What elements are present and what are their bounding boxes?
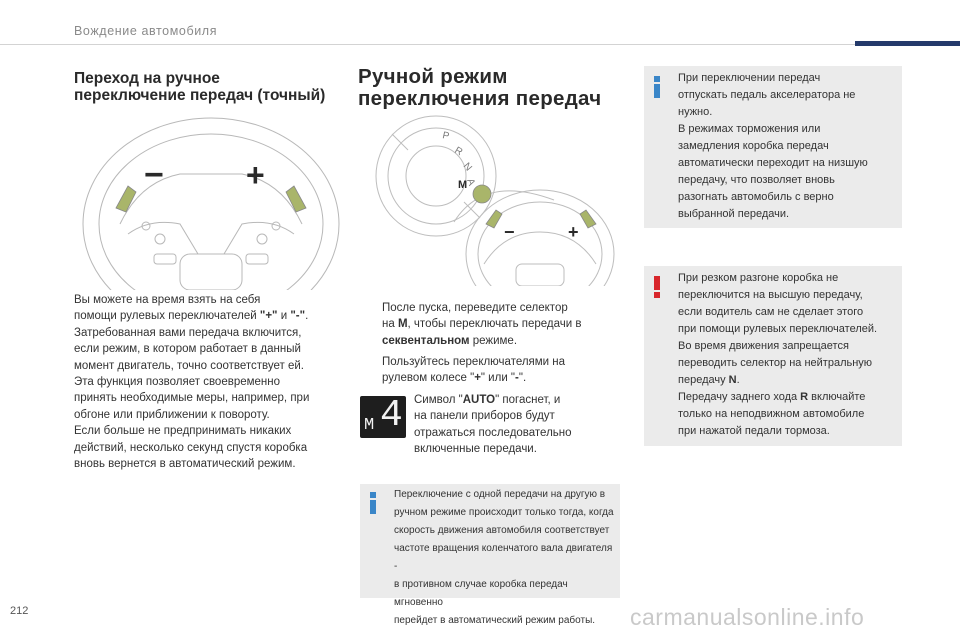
warn-line: передачу N.	[678, 374, 740, 386]
symbol-line: отражаться последовательно	[414, 426, 572, 439]
bullet-line: на M, чтобы переключать передачи в	[382, 318, 582, 331]
warn-line: при помощи рулевых переключателей.	[678, 323, 878, 335]
warning-icon	[654, 276, 660, 298]
paragraph-line: помощи рулевых переключателей "+" и "-".	[74, 310, 309, 323]
small-plus-symbol: +	[568, 222, 579, 242]
warn-line: если водитель сам не сделает этого	[678, 306, 864, 318]
header-accent-bar	[855, 41, 960, 46]
paragraph-line: обгоне или приближении к повороту.	[74, 408, 270, 421]
info-line: выбранной передачи.	[678, 208, 790, 220]
left-heading-line: Переход на ручное	[74, 70, 220, 87]
selector-letter-a: A	[464, 177, 477, 188]
plus-symbol: +	[246, 157, 265, 193]
section-header: Вождение автомобиля	[74, 24, 218, 38]
small-right-paddle	[580, 210, 596, 228]
selector-letter-n: N	[460, 160, 474, 174]
right-info-note	[644, 66, 902, 228]
left-heading-line: переключение передач (точный)	[74, 87, 326, 104]
middle-heading-line: Ручной режим	[358, 65, 508, 88]
gear-display-icon	[360, 396, 406, 438]
note-line: Переключение с одной передачи на другую в	[394, 489, 606, 500]
header-divider	[0, 44, 960, 45]
note-line: скорость движения автомобиля соответствует	[394, 525, 610, 536]
small-left-paddle	[486, 210, 502, 228]
bullet-line: После пуска, переведите селектор	[382, 302, 568, 314]
warn-line: только на неподвижном автомобиле	[678, 408, 865, 420]
bullet-line: секвентальном режиме.	[382, 334, 518, 347]
middle-heading-line: переключения передач	[358, 87, 602, 110]
note-line: ручном режиме происходит только тогда, когда	[394, 507, 614, 518]
info-line: отпускать педаль акселератора не	[678, 89, 856, 101]
display-gear-mode: M	[364, 416, 375, 435]
selector-letter-r: R	[452, 145, 465, 159]
bullet-item-1	[366, 300, 616, 349]
info-line: автоматически переходит на низшую	[678, 157, 868, 169]
bullet-line: Пользуйтесь переключателями на	[382, 356, 566, 368]
paragraph-line: Эта функция позволяет своевременно	[74, 376, 281, 389]
symbol-line: Символ "AUTO" погаснет, и	[414, 394, 561, 406]
left-paragraph	[74, 292, 344, 472]
page-number: 212	[10, 605, 29, 617]
selector-letter-m: M	[458, 179, 468, 191]
paragraph-line: Вы можете на время взять на себя	[74, 294, 261, 306]
paragraph-line: принять необходимые меры, например, при	[74, 392, 310, 405]
right-paddle	[286, 186, 306, 212]
info-icon	[654, 76, 660, 98]
bullet-item-2	[366, 354, 616, 387]
middle-heading	[358, 66, 618, 110]
warn-line: переключится на высшую передачу,	[678, 289, 863, 301]
small-minus-symbol: −	[504, 222, 515, 242]
selector-letter-p: P	[441, 130, 451, 143]
symbol-line: на панели приборов будут	[414, 410, 555, 423]
warn-line: При резком разгоне коробка не	[678, 272, 839, 284]
left-heading	[74, 70, 354, 104]
info-line: разогнать автомобиль с верно	[678, 191, 834, 203]
bullet-line: рулевом колесе "+" или "-".	[382, 372, 527, 385]
paragraph-line: момент двигатель, точно соответствует ей.	[74, 359, 305, 372]
info-line: При переключении передач	[678, 72, 821, 84]
right-warning-text	[678, 270, 900, 440]
info-line: В режимах торможения или	[678, 123, 821, 135]
warn-line: переводить селектор на нейтральную	[678, 357, 873, 369]
minus-symbol: −	[144, 156, 164, 194]
left-paddle	[116, 186, 136, 212]
watermark: carmanualsonline.info	[630, 604, 865, 630]
display-gear-number: 4	[380, 394, 403, 437]
info-icon	[370, 492, 376, 514]
symbol-description	[414, 392, 614, 458]
paragraph-line: Если больше не предпринимать никаких	[74, 425, 292, 438]
middle-note-text	[394, 486, 616, 630]
symbol-line: включенные передачи.	[414, 443, 537, 456]
paragraph-line: вновь вернется в автоматический режим.	[74, 458, 296, 471]
right-info-text	[678, 70, 900, 223]
warn-line: при нажатой педали тормоза.	[678, 425, 830, 437]
paragraph-line: действий, несколько секунд спустя коробка	[74, 441, 308, 454]
info-line: замедления коробка передач	[678, 140, 829, 152]
info-line: нужно.	[678, 106, 713, 118]
note-line: в противном случае коробка передач мгновенно	[394, 579, 568, 608]
paragraph-line: если режим, в котором работает в данный	[74, 343, 301, 356]
warn-line: Во время движения запрещается	[678, 340, 849, 352]
note-line: перейдет в автоматический режим работы.	[394, 615, 596, 626]
steering-wheel-illustration	[80, 114, 342, 290]
right-warning-note	[644, 266, 902, 446]
warn-line: Передачу заднего хода R включайте	[678, 391, 866, 403]
paragraph-line: Затребованная вами передача включится,	[74, 326, 302, 339]
info-line: передачу, что позволяет вновь	[678, 174, 835, 186]
note-line: частоте вращения коленчатого вала двигателя -	[394, 543, 613, 572]
middle-info-note	[360, 484, 620, 626]
selector-knob	[473, 185, 491, 203]
gear-selector-illustration	[364, 114, 618, 286]
